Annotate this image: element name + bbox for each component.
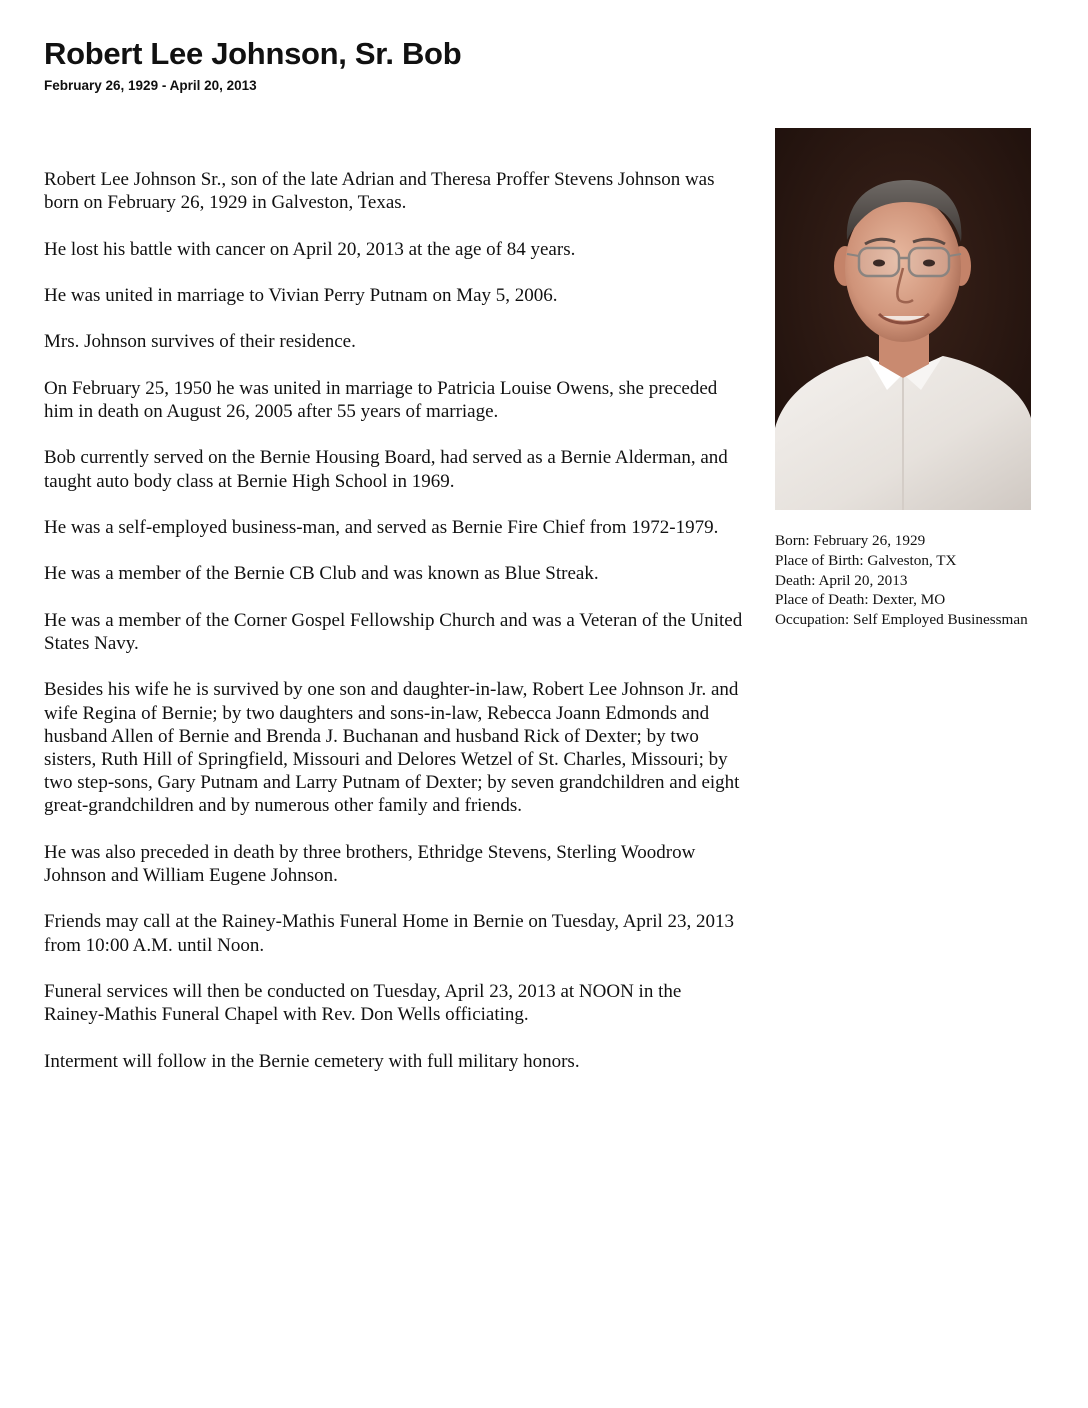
fact-place-of-death: Place of Death: Dexter, MO (775, 591, 946, 609)
paragraph: Funeral services will then be conducted on Tuesday, April 23, 2013 at NOON in the Rainey-Mathis Funeral Chapel with Rev. Don Wells officiating. (44, 980, 682, 1026)
paragraph: On February 25, 1950 he was united in marriage to Patricia Louise Owens, she preceded him in death on August 26, 2005 after 55 years of marriage. (44, 377, 718, 422)
paragraph: He lost his battle with cancer on April 20, 2013 at the age of 84 years. (44, 238, 576, 260)
fact-occupation: Occupation: Self Employed Businessman (775, 611, 1028, 629)
paragraph: Interment will follow in the Bernie cemetery with full military honors. (44, 1050, 580, 1072)
portrait-photo-icon (775, 128, 1031, 510)
fact-born: Born: February 26, 1929 (775, 532, 926, 549)
fact-place-of-birth: Place of Birth: Galveston, TX (775, 551, 957, 569)
paragraph: Mrs. Johnson survives of their residence. (44, 331, 356, 353)
paragraph: Robert Lee Johnson Sr., son of the late Adrian and Theresa Proffer Stevens Johnson was born on February 26, 1929 in Galveston, Texas. (44, 169, 715, 214)
paragraph: He was a member of the Corner Gospel Fellowship Church and was a Veteran of the United States Navy. (44, 609, 743, 654)
vital-facts (775, 531, 1045, 630)
paragraph: He was a self-employed business-man, and served as Bernie Fire Chief from 1972-1979. (44, 516, 719, 538)
obituary-body (44, 168, 744, 1096)
paragraph: He was united in marriage to Vivian Perry Putnam on May 5, 2006. (44, 284, 558, 306)
paragraph: Friends may call at the Rainey-Mathis Funeral Home in Bernie on Tuesday, April 23, 2013 from 10:00 A.M. until Noon. (44, 911, 735, 956)
portrait-illustration (775, 128, 1031, 510)
page-title: Robert Lee Johnson, Sr. Bob (44, 36, 462, 71)
paragraph: Besides his wife he is survived by one son and daughter-in-law, Robert Lee Johnson Jr. and wife Regina of Bernie; by two daughters and sons-in-law, Rebecca Joann Edmonds and husband Allen of Bernie and Brenda J. Buchanan and husband Rick of Dexter; by two sisters, Ruth Hill of Springfield, Missouri and Delores Wetzel of St. Charles, Missouri; by two step-sons, Gary Putnam and Larry Putnam of Dexter; by seven grandchildren and eight great-grandchildren and by numerous other family and friends. (44, 679, 740, 817)
paragraph: He was also preceded in death by three brothers, Ethridge Stevens, Sterling Woodrow Johnson and William Eugene Johnson. (44, 841, 696, 886)
paragraph: Bob currently served on the Bernie Housing Board, had served as a Bernie Alderman, and taught auto body class at Bernie High School in 1969. (44, 447, 728, 492)
life-dates: February 26, 1929 - April 20, 2013 (44, 78, 257, 93)
paragraph: He was a member of the Bernie CB Club and was known as Blue Streak. (44, 563, 599, 585)
fact-death: Death: April 20, 2013 (775, 571, 908, 589)
